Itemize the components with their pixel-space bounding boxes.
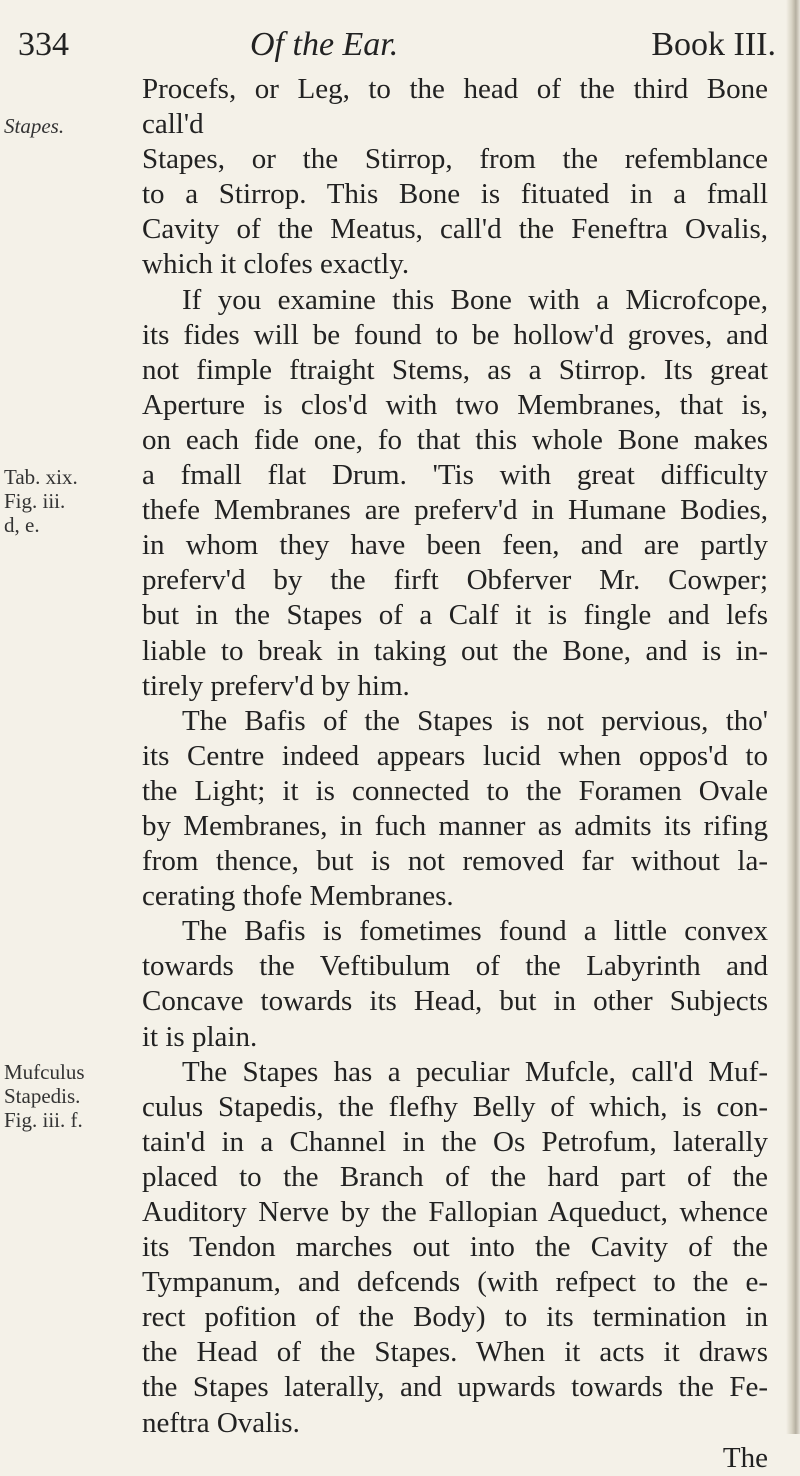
text-line: If you examine this Bone with a Microfcope, (182, 283, 768, 316)
text-line: cerating thofe Membranes. (142, 880, 454, 913)
margin-note-figure-letters: d, e. (4, 513, 40, 537)
catchword: The (722, 1441, 768, 1474)
text-line: thefe Membranes are preferv'd in Humane Bodies, (142, 494, 768, 527)
margin-note-musculus: Mufculus (4, 1060, 85, 1084)
text-line: Tympanum, and defcends (with refpect to the e- (142, 1266, 768, 1299)
text-line: not fimple ftraight Stems, as a Stirrop. Its great (142, 353, 768, 386)
margin-note-stapedis: Stapedis. (4, 1084, 81, 1108)
text-line: a fmall flat Drum. 'Tis with great difficulty (142, 459, 768, 492)
book-reference: Book III. (651, 26, 776, 63)
text-line: rect pofition of the Body) to its termination in (142, 1301, 768, 1334)
page-number: 334 (18, 26, 69, 63)
margin-note-table: Tab. xix. (4, 465, 78, 489)
text-line: by Membranes, in fuch manner as admits its rifing (142, 809, 768, 842)
text-line: culus Stapedis, the flefhy Belly of which, is con- (142, 1090, 768, 1123)
text-line: its Tendon marches out into the Cavity of the (142, 1231, 768, 1264)
text-line: the Stapes laterally, and upwards towards the Fe- (142, 1371, 768, 1404)
text-line: Stapes, or the Stirrop, from the refemblance (142, 143, 768, 176)
text-line: from thence, but is not removed far without la- (142, 845, 768, 878)
margin-note-stapes: Stapes. (4, 114, 65, 138)
text-line: placed to the Branch of the hard part of the (142, 1160, 768, 1193)
text-line: The Bafis of the Stapes is not pervious, tho' (182, 704, 768, 737)
page-edge-shadow (786, 0, 800, 1434)
text-line: towards the Veftibulum of the Labyrinth and (142, 950, 768, 983)
text-line: its fides will be found to be hollow'd groves, and (142, 318, 768, 351)
text-line: Auditory Nerve by the Fallopian Aqueduct, whence (142, 1196, 768, 1228)
text-line: in whom they have been feen, and are partly (142, 529, 768, 562)
text-line: Aperture is clos'd with two Membranes, that is, (142, 388, 768, 421)
text-line: which it clofes exactly. (142, 248, 410, 281)
text-line: liable to break in taking out the Bone, and is in- (142, 634, 768, 667)
text-line: to a Stirrop. This Bone is fituated in a fmall (142, 178, 768, 211)
text-line: preferv'd by the firft Obferver Mr. Cowper; (142, 564, 768, 597)
margin-note-figure: Fig. iii. (4, 489, 66, 513)
text-line: its Centre indeed appears lucid when oppos'd to (142, 739, 768, 772)
text-line: the Head of the Stapes. When it acts it draws (142, 1336, 768, 1369)
text-line: Concave towards its Head, but in other Subjects (142, 985, 768, 1018)
running-title: Of the Ear. (250, 26, 399, 63)
text-line: neftra Ovalis. (142, 1406, 300, 1439)
text-line: Cavity of the Meatus, call'd the Feneftra Ovalis, (142, 213, 768, 246)
text-line: on each fide one, fo that this whole Bone makes (142, 423, 768, 456)
text-line: tain'd in a Channel in the Os Petrofum, laterally (142, 1125, 768, 1158)
text-line: call'd (142, 108, 204, 141)
text-line: The Bafis is fometimes found a little convex (182, 915, 768, 948)
text-line: Procefs, or Leg, to the head of the third Bone (142, 73, 768, 105)
text-line: The Stapes has a peculiar Mufcle, call'd Muf- (182, 1055, 768, 1088)
text-line: but in the Stapes of a Calf it is fingle and lefs (142, 599, 768, 632)
margin-note-figure-f: Fig. iii. f. (4, 1108, 83, 1132)
body-text (142, 72, 768, 1476)
text-line: the Light; it is connected to the Foramen Ovale (142, 774, 768, 807)
text-line: tirely preferv'd by him. (142, 669, 410, 702)
text-line: it is plain. (142, 1020, 258, 1053)
running-header (18, 26, 780, 76)
